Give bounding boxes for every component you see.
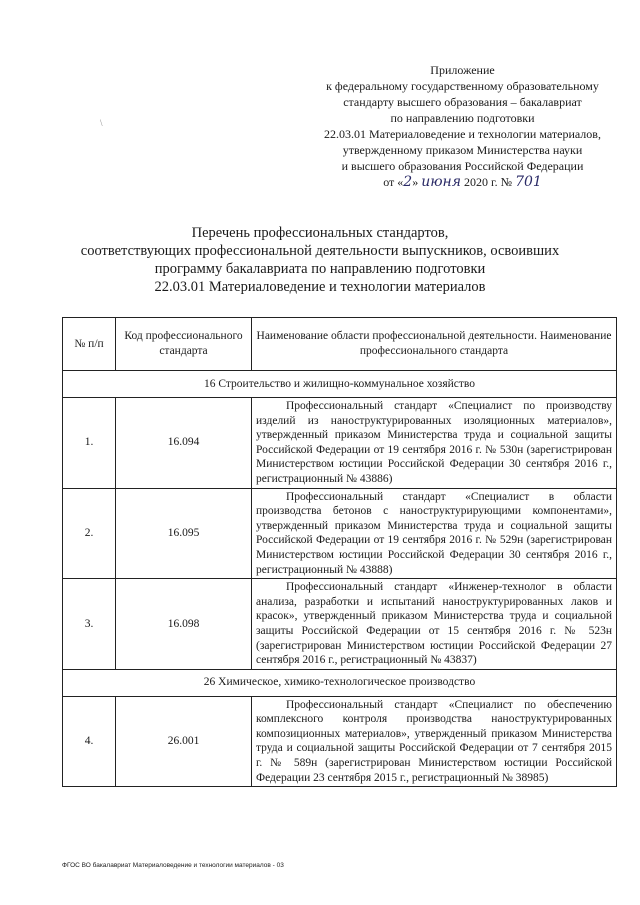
annex-line: утвержденному приказом Министерства науки	[342, 143, 583, 157]
page-footer: ФГОС ВО бакалавриат Материаловедение и технологии материалов - 03	[62, 862, 284, 869]
section-row	[63, 669, 617, 696]
date-day-handwritten: 2	[403, 174, 413, 190]
scan-mark: \	[100, 118, 103, 128]
table-row	[63, 579, 617, 670]
header-code: Код профессионального стандарта	[116, 318, 252, 371]
row-description: Профессиональный стандарт «Специалист по производству изделий из наноструктурированных изоляционных материалов», утвержденный приказом Министерства труда и социальной защиты Российской Федерации от 19 сентября 2016 г. № 530н (зарегистрирован Министерством юстиции Российской Федерации 30 сентября 2016 г., регистрационный № 43886)	[252, 398, 617, 489]
annex-date-line	[300, 174, 625, 190]
date-mid: »	[412, 175, 419, 189]
annex-line: стандарту высшего образования – бакалавриат	[343, 95, 582, 109]
annex-line: и высшего образования Российской Федерации	[341, 159, 584, 173]
table-header-row	[63, 318, 617, 371]
row-code: 16.094	[116, 398, 252, 489]
table-row	[63, 398, 617, 489]
row-num: 4.	[63, 696, 116, 787]
annex-line: по направлению подготовки	[390, 111, 535, 125]
annex-title: Приложение	[430, 63, 495, 77]
row-num: 3.	[63, 579, 116, 670]
title-line: 22.03.01 Материаловедение и технологии материалов	[154, 279, 486, 295]
table-row	[63, 488, 617, 579]
section-title: 26 Химическое, химико-технологическое производство	[63, 669, 617, 696]
row-description: Профессиональный стандарт «Специалист в области производства бетонов с наноструктурирующими компонентами», утвержденный приказом Министерства труда и социальной защиты Российской Федерации от 19 сентября 2016 г. № 529н (зарегистрирован Министерством юстиции Российской Федерации 30 сентября 2016 г., регистрационный № 43888)	[252, 488, 617, 579]
section-title: 16 Строительство и жилищно-коммунальное хозяйство	[63, 371, 617, 398]
row-num: 2.	[63, 488, 116, 579]
annex-line: 22.03.01 Материаловедение и технологии материалов,	[324, 127, 601, 141]
title-line: программу бакалавриата по направлению подготовки	[154, 261, 486, 277]
title-line: соответствующих профессиональной деятельности выпускников, освоивших	[80, 243, 560, 259]
date-prefix: от «	[383, 175, 404, 189]
table-row	[63, 696, 617, 787]
date-month-handwritten: июня	[421, 174, 462, 190]
row-code: 16.098	[116, 579, 252, 670]
date-year: 2020 г. №	[464, 175, 513, 189]
header-name: Наименование области профессиональной деятельности. Наименование профессионального стандарта	[252, 318, 617, 371]
standards-table	[62, 317, 617, 787]
title-line: Перечень профессиональных стандартов,	[191, 225, 449, 241]
row-code: 26.001	[116, 696, 252, 787]
annex-line: к федеральному государственному образовательному	[326, 79, 599, 93]
header-num: № п/п	[63, 318, 116, 371]
row-description: Профессиональный стандарт «Специалист по обеспечению комплексного контроля производства наноструктурированных композиционных материалов», утвержденный приказом Министерства труда и социальной защиты Российской Федерации от 7 сентября 2015 г. № 589н (зарегистрирован Министерством юстиции Российской Федерации 23 сентября 2015 г., регистрационный № 38985)	[252, 696, 617, 787]
row-code: 16.095	[116, 488, 252, 579]
section-row	[63, 371, 617, 398]
document-title	[40, 224, 600, 296]
row-num: 1.	[63, 398, 116, 489]
row-description: Профессиональный стандарт «Инженер-технолог в области анализа, разработки и испытаний наноструктурированных лаков и красок», утвержденный приказом Министерства труда и социальной защиты Российской Федерации от 15 сентября 2016 г. № 523н (зарегистрирован Министерством юстиции Российской Федерации 27 сентября 2016 г., регистрационный № 43837)	[252, 579, 617, 670]
annex-header	[300, 62, 625, 190]
order-number-handwritten: 701	[515, 174, 542, 190]
